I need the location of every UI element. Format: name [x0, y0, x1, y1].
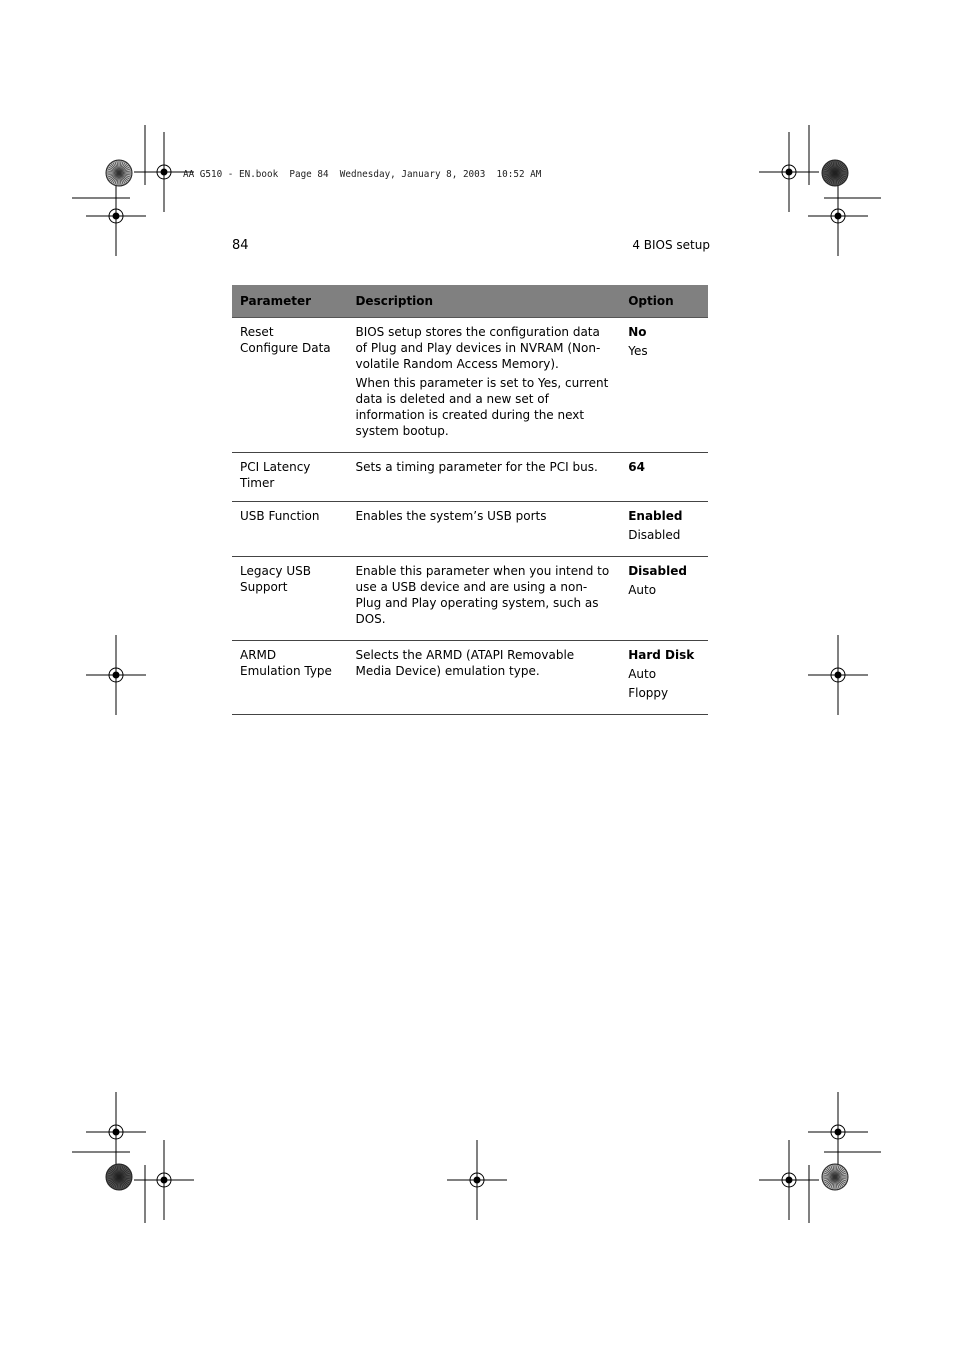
option-value: Auto	[628, 583, 657, 597]
description-text: Sets a timing parameter for the PCI bus.	[355, 460, 598, 474]
registration-mark	[808, 635, 868, 715]
column-header-option: Option	[620, 285, 708, 318]
registration-mark	[808, 176, 868, 256]
registration-mark	[86, 1092, 146, 1172]
parameter-name-line: Reset	[240, 325, 274, 339]
color-target-mark	[822, 160, 848, 186]
parameter-name-line: Emulation Type	[240, 664, 332, 678]
description-text: Enable this parameter when you intend to use a USB device and are using a non-Plug and Play operating system, such as DOS.	[355, 564, 610, 626]
chapter-title: 4 BIOS setup	[632, 238, 710, 252]
option-value: Disabled	[628, 528, 681, 542]
parameter-name-line: ARMD	[240, 648, 277, 662]
option-value: Floppy	[628, 686, 669, 700]
registration-mark	[86, 635, 146, 715]
default-option: Hard Disk	[628, 648, 695, 662]
color-target-mark	[822, 1164, 848, 1190]
option-value: Yes	[628, 344, 648, 358]
parameter-name-line: PCI Latency	[240, 460, 311, 474]
description-text: Enables the system’s USB ports	[355, 509, 547, 523]
registration-mark	[808, 1092, 868, 1172]
parameter-name-line: Timer	[240, 476, 275, 490]
description-text: Selects the ARMD (ATAPI Removable Media Device) emulation type.	[355, 648, 575, 678]
default-option: 64	[628, 460, 645, 474]
description-text: BIOS setup stores the configuration data of Plug and Play devices in NVRAM (Non-volatile Random Access Memory).	[355, 325, 601, 371]
registration-mark	[759, 1140, 819, 1220]
color-target-mark	[106, 1164, 132, 1190]
default-option: Enabled	[628, 509, 683, 523]
registration-mark	[134, 132, 194, 212]
parameter-name-line: Legacy USB	[240, 564, 311, 578]
registration-mark	[86, 176, 146, 256]
registration-mark	[134, 1140, 194, 1220]
registration-mark	[759, 132, 819, 212]
column-header-description: Description	[347, 285, 620, 318]
default-option: No	[628, 325, 647, 339]
color-target-mark	[106, 160, 132, 186]
column-header-parameter: Parameter	[232, 285, 347, 318]
parameter-name-line: Support	[240, 580, 288, 594]
page-number: 84	[232, 238, 249, 253]
description-text: When this parameter is set to Yes, current data is deleted and a new set of information is created during the next system bootup.	[355, 376, 609, 438]
option-value: Auto	[628, 667, 657, 681]
default-option: Disabled	[628, 564, 687, 578]
registration-mark	[447, 1140, 507, 1220]
parameter-name-line: Configure Data	[240, 341, 331, 355]
print-slug: AA G510 - EN.book Page 84 Wednesday, January 8, 2003 10:52 AM	[183, 169, 542, 180]
parameter-name-line: USB Function	[240, 509, 320, 523]
